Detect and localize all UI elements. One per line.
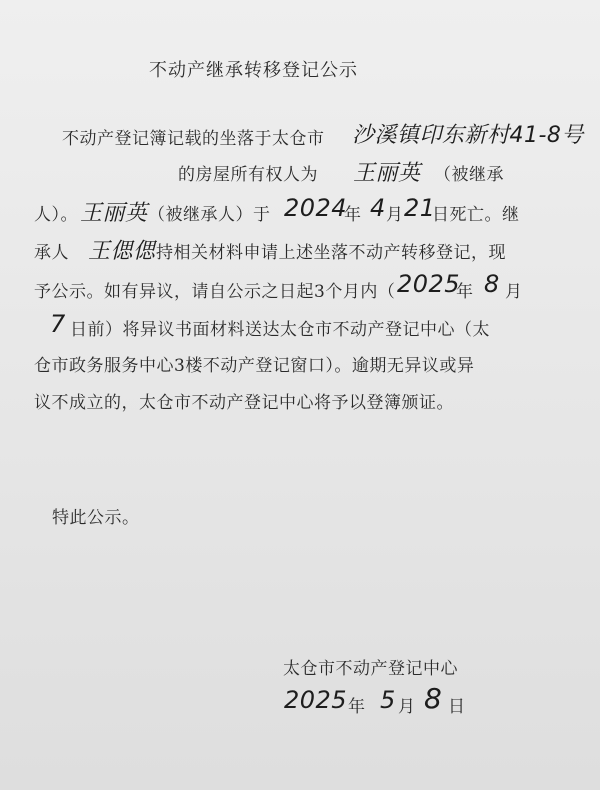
paragraph-text: 的房屋所有权人为	[178, 165, 318, 185]
paragraph-text: 不动产登记簿记载的坐落于太仓市	[62, 129, 325, 149]
handwritten-deadline-day: 7	[50, 310, 66, 338]
paragraph-text: 人）。	[34, 205, 78, 225]
paragraph-text: 年	[456, 282, 474, 302]
paragraph-text: （被继承	[434, 165, 504, 185]
paragraph-text: 年	[348, 697, 366, 717]
paragraph-text: 日死亡。继	[432, 205, 520, 225]
handwritten-death-month: 4	[370, 194, 386, 222]
handwritten-deadline-year: 2025	[397, 270, 461, 298]
paragraph-text: 月	[398, 697, 416, 717]
handwritten-location: 沙溪镇印东新村41-8号	[352, 123, 584, 148]
handwritten-sign-month: 5	[380, 686, 396, 714]
paragraph-text: 议不成立的，太仓市不动产登记中心将予以登簿颁证。	[34, 393, 454, 413]
paragraph-text: 予公示。如有异议，请自公示之日起3个月内（	[34, 282, 396, 302]
handwritten-deadline-month: 8	[484, 270, 500, 298]
paragraph-text: 持相关材料申请上述坐落不动产转移登记，现	[156, 243, 506, 263]
handwritten-death-year: 2024	[284, 194, 348, 222]
paragraph-text: 月	[505, 282, 523, 302]
handwritten-sign-year: 2025	[284, 686, 348, 714]
document-title: 不动产继承转移登记公示	[149, 60, 358, 81]
paragraph-text: 承人	[34, 243, 69, 263]
handwritten-death-day: 21	[404, 194, 436, 222]
paragraph-text: 年	[344, 205, 362, 225]
issuing-organization: 太仓市不动产登记中心	[283, 659, 458, 679]
paragraph-text: （被继承人）于	[148, 205, 271, 225]
paragraph-text: 仓市政务服务中心3楼不动产登记窗口）。逾期无异议或异	[34, 356, 475, 376]
paragraph-text: 月	[386, 205, 404, 225]
handwritten-heir-name: 王偲偲	[88, 239, 156, 264]
closing-text: 特此公示。	[52, 508, 140, 528]
handwritten-sign-day: 8	[424, 682, 443, 715]
paragraph-text: 日前）将异议书面材料送达太仓市不动产登记中心（太	[70, 320, 490, 340]
handwritten-owner-name: 王丽英	[353, 161, 421, 186]
paragraph-text: 日	[448, 697, 466, 717]
handwritten-owner-name: 王丽英	[80, 201, 148, 226]
